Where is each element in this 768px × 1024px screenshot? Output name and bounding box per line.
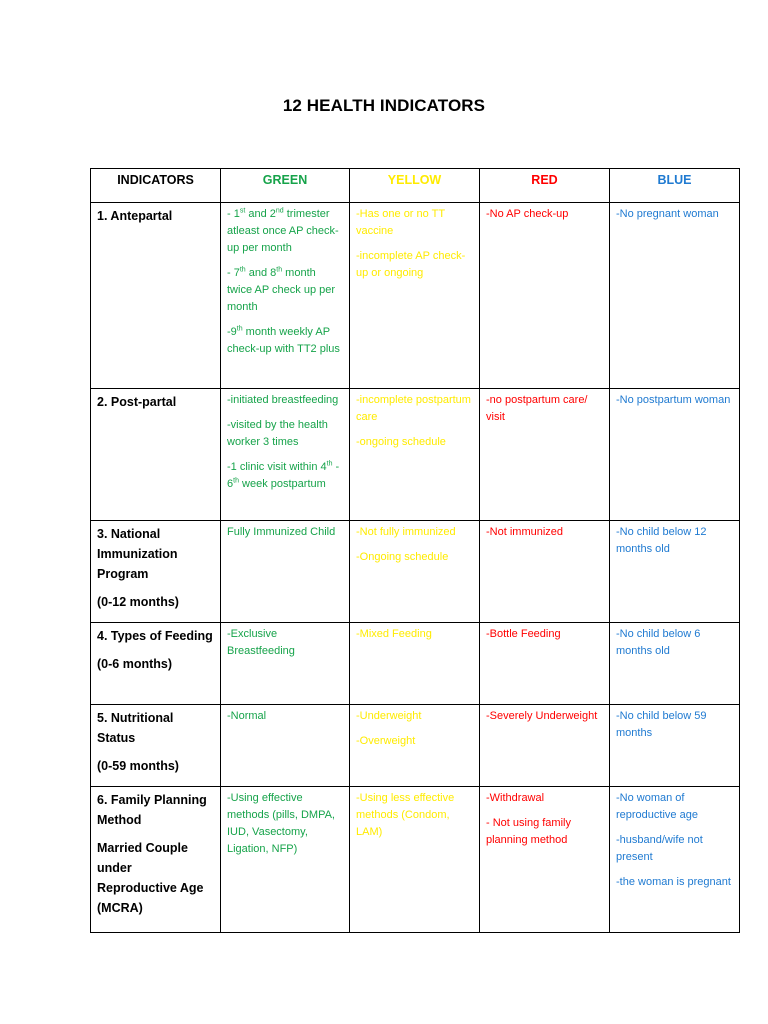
- green-criterion: [227, 524, 343, 541]
- blue-cell: [610, 203, 740, 389]
- yellow-criterion: -incomplete postpartum care: [356, 394, 471, 423]
- red-criterion: -no postpartum care/ visit: [486, 394, 588, 423]
- ordinal-suffix: th: [276, 266, 283, 274]
- blue-cell: [610, 787, 740, 933]
- criterion-text: -Using effective methods (pills, DMPA, IUD, Vasectomy, Ligation, NFP): [227, 792, 335, 855]
- green-cell: [221, 203, 350, 389]
- blue-criterion: -No child below 6 months old: [616, 628, 701, 657]
- indicator-cell: [91, 787, 221, 933]
- red-cell: [480, 623, 610, 705]
- yellow-criterion: -Has one or no TT vaccine: [356, 208, 445, 237]
- indicator-cell: [91, 203, 221, 389]
- indicator-cell: [91, 623, 221, 705]
- red-cell: [480, 203, 610, 389]
- ordinal-suffix: th: [326, 460, 333, 468]
- yellow-cell: [350, 787, 480, 933]
- criterion-text: week postpartum: [238, 478, 326, 490]
- yellow-criterion: -Mixed Feeding: [356, 628, 432, 640]
- indicator-name: 5. Nutritional Status: [97, 711, 174, 745]
- table-row: [91, 787, 740, 933]
- criterion-text: trimester atleast once AP check-up per month: [227, 208, 339, 254]
- criterion-text: - 1: [227, 208, 240, 220]
- red-cell: [480, 787, 610, 933]
- indicator-name: 1. Antepartal: [97, 209, 173, 223]
- red-criterion: -Bottle Feeding: [486, 628, 561, 640]
- red-cell: [480, 389, 610, 521]
- blue-cell: [610, 705, 740, 787]
- yellow-cell: [350, 203, 480, 389]
- indicator-name: 4. Types of Feeding: [97, 629, 213, 643]
- green-criterion: [227, 417, 343, 451]
- red-criterion: - Not using family planning method: [486, 817, 571, 846]
- criterion-text: and 2: [245, 208, 276, 220]
- ordinal-suffix: th: [239, 266, 246, 274]
- criterion-text: -Exclusive Breastfeeding: [227, 628, 295, 657]
- indicator-cell: [91, 389, 221, 521]
- criterion-text: - 6: [227, 461, 340, 490]
- header-indicators: INDICATORS: [91, 169, 221, 203]
- table-header-row: [91, 169, 740, 203]
- blue-cell: [610, 521, 740, 623]
- indicator-subtitle: (0-6 months): [97, 657, 172, 671]
- yellow-criterion: -Underweight: [356, 710, 422, 722]
- criterion-text: -initiated breastfeeding: [227, 394, 339, 406]
- green-cell: [221, 787, 350, 933]
- table-row: [91, 705, 740, 787]
- indicator-name: 3. National Immunization Program: [97, 527, 178, 581]
- red-criterion: -Withdrawal: [486, 792, 545, 804]
- header-blue: BLUE: [610, 169, 740, 203]
- criterion-text: month twice AP check up per month: [227, 267, 336, 313]
- criterion-text: and 8: [245, 267, 277, 279]
- green-cell: [221, 623, 350, 705]
- header-green: GREEN: [221, 169, 350, 203]
- red-cell: [480, 521, 610, 623]
- yellow-criterion: -Ongoing schedule: [356, 551, 449, 563]
- blue-criterion: -husband/wife not present: [616, 834, 703, 863]
- green-criterion: [227, 324, 343, 358]
- indicator-subtitle: Married Couple under Reproductive Age (MCRA): [97, 841, 204, 915]
- table-row: [91, 389, 740, 521]
- red-criterion: -Not immunized: [486, 526, 564, 538]
- indicator-name: 2. Post-partal: [97, 395, 177, 409]
- green-criterion: [227, 265, 343, 316]
- blue-criterion: -No pregnant woman: [616, 208, 719, 220]
- yellow-criterion: -ongoing schedule: [356, 436, 446, 448]
- yellow-criterion: -Using less effective methods (Condom, LAM): [356, 792, 455, 838]
- ordinal-suffix: th: [233, 477, 239, 485]
- criterion-text: Fully Immunized Child: [227, 526, 336, 538]
- yellow-criterion: -incomplete AP check-up or ongoing: [356, 250, 466, 279]
- blue-criterion: -the woman is pregnant: [616, 876, 731, 888]
- table-row: [91, 521, 740, 623]
- indicator-name: 6. Family Planning Method: [97, 793, 207, 827]
- yellow-criterion: -Overweight: [356, 735, 416, 747]
- indicator-subtitle: (0-12 months): [97, 595, 179, 609]
- blue-criterion: -No woman of reproductive age: [616, 792, 698, 821]
- red-cell: [480, 705, 610, 787]
- criterion-text: -9: [227, 326, 237, 338]
- criterion-text: month weekly AP check-up with TT2 plus: [227, 326, 340, 355]
- indicator-subtitle: (0-59 months): [97, 759, 179, 773]
- blue-criterion: -No child below 59 months: [616, 710, 707, 739]
- criterion-text: -Normal: [227, 710, 267, 722]
- green-criterion: [227, 392, 343, 409]
- header-yellow: YELLOW: [350, 169, 480, 203]
- indicator-cell: [91, 705, 221, 787]
- green-criterion: [227, 790, 343, 858]
- yellow-criterion: -Not fully immunized: [356, 526, 456, 538]
- health-indicators-table: [90, 168, 740, 933]
- ordinal-suffix: nd: [275, 207, 284, 215]
- table-row: [91, 203, 740, 389]
- yellow-cell: [350, 705, 480, 787]
- criterion-text: - 7: [227, 267, 240, 279]
- green-criterion: [227, 708, 343, 725]
- ordinal-suffix: st: [239, 207, 246, 215]
- green-criterion: [227, 459, 343, 493]
- blue-cell: [610, 389, 740, 521]
- green-cell: [221, 705, 350, 787]
- green-criterion: [227, 206, 343, 257]
- ordinal-suffix: th: [236, 325, 243, 333]
- yellow-cell: [350, 521, 480, 623]
- yellow-cell: [350, 623, 480, 705]
- red-criterion: -Severely Underweight: [486, 710, 598, 722]
- blue-criterion: -No postpartum woman: [616, 394, 731, 406]
- indicator-cell: [91, 521, 221, 623]
- criterion-text: -visited by the health worker 3 times: [227, 419, 328, 448]
- table-row: [91, 623, 740, 705]
- blue-cell: [610, 623, 740, 705]
- criterion-text: -1 clinic visit within 4: [227, 461, 327, 473]
- yellow-cell: [350, 389, 480, 521]
- green-cell: [221, 389, 350, 521]
- green-criterion: [227, 626, 343, 660]
- page-title: 12 HEALTH INDICATORS: [282, 96, 486, 115]
- green-cell: [221, 521, 350, 623]
- red-criterion: -No AP check-up: [486, 208, 569, 220]
- blue-criterion: -No child below 12 months old: [616, 526, 707, 555]
- header-red: RED: [480, 169, 610, 203]
